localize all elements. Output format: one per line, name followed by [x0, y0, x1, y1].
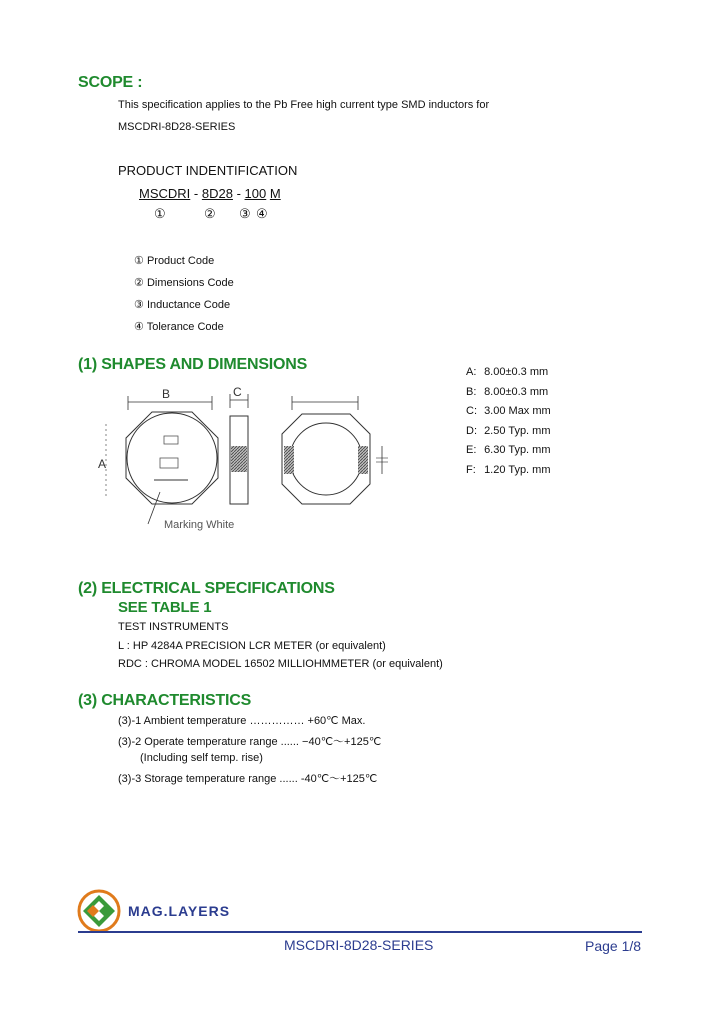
- instrument-value: HP 4284A PRECISION LCR METER (or equivalent): [132, 640, 386, 652]
- dim-c-label: C: [233, 385, 242, 399]
- marking-box-1: [164, 436, 178, 444]
- instrument-value: CHROMA MODEL 16502 MILLIOHMMETER (or equivalent): [151, 658, 443, 670]
- maglayers-logo-icon: [77, 889, 121, 933]
- legend-marker: ②: [134, 277, 144, 289]
- char-value: +60℃ Max.: [307, 715, 366, 727]
- marking-box-2: [160, 458, 178, 468]
- legend-item-3: [134, 298, 230, 311]
- dimension-row-b: [466, 386, 551, 406]
- dimension-row-f: [466, 464, 551, 484]
- instrument-rdc: [118, 658, 443, 670]
- dim-key: D:: [466, 424, 477, 437]
- char-value: −40℃～+125℃: [302, 736, 382, 748]
- footer-divider: [78, 931, 642, 933]
- part-number: [139, 186, 281, 201]
- dim-key: E:: [466, 444, 477, 456]
- legend-item-1: [134, 254, 214, 267]
- dim-key: A:: [466, 366, 477, 378]
- dim-key: B:: [466, 385, 477, 398]
- instrument-key: L :: [118, 640, 130, 652]
- dimension-row-d: [466, 425, 551, 445]
- char-item-2: [118, 733, 381, 749]
- legend-item-4: [134, 320, 224, 333]
- char-item-note: (Including self temp. rise): [140, 752, 263, 764]
- dim-value: 6.30 Typ. mm: [484, 444, 551, 456]
- part-dimension-code: 8D28: [201, 186, 233, 201]
- instruments-title: TEST INSTRUMENTS: [118, 621, 229, 633]
- brand-name: MAG.LAYERS: [128, 903, 231, 919]
- legend-marker: ①: [134, 255, 144, 267]
- dim-a-label: A: [98, 457, 107, 471]
- footer-series: MSCDRI-8D28-SERIES: [284, 937, 434, 953]
- instrument-key: RDC :: [118, 658, 148, 670]
- char-value: -40℃～+125℃: [300, 773, 378, 785]
- dim-b-label: B: [162, 387, 171, 401]
- dimensions-table: [466, 366, 551, 483]
- legend-marker: ④: [134, 321, 144, 333]
- marker-4: ④: [256, 206, 268, 221]
- shapes-heading: (1) SHAPES AND DIMENSIONS: [78, 356, 308, 373]
- dim-key: F:: [466, 463, 476, 476]
- legend-label: Dimensions Code: [146, 277, 234, 289]
- dim-value: 8.00±0.3 mm: [484, 366, 549, 378]
- marking-label: Marking White: [164, 519, 235, 531]
- dim-value: 1.20 Typ. mm: [484, 463, 551, 476]
- legend-label: Product Code: [146, 255, 215, 267]
- dim-value: 2.50 Typ. mm: [484, 424, 551, 437]
- part-product-code: MSCDRI: [139, 186, 191, 201]
- char-label: (3)-3 Storage temperature range ......: [118, 773, 298, 785]
- char-label: (3)-2 Operate temperature range ......: [118, 736, 299, 748]
- part-sep-2: -: [236, 186, 241, 201]
- characteristics-heading: (3) CHARACTERISTICS: [78, 692, 252, 709]
- bottom-terminal-right: [358, 446, 368, 474]
- char-label: (3)-1 Ambient temperature ……………: [118, 715, 305, 727]
- dimension-drawing: [90, 380, 390, 540]
- part-inductance-code: 100: [244, 186, 267, 201]
- legend-marker: ③: [134, 299, 144, 311]
- dim-value: 3.00 Max mm: [484, 405, 551, 417]
- dimension-row-c: [466, 405, 551, 425]
- scope-line-2: MSCDRI-8D28-SERIES: [118, 121, 236, 133]
- marker-1: ①: [154, 206, 166, 221]
- electrical-heading: (2) ELECTRICAL SPECIFICATIONS: [78, 580, 335, 597]
- dim-top-right-line: [292, 396, 358, 410]
- side-terminal: [231, 446, 247, 472]
- marker-2: ②: [204, 206, 216, 221]
- instrument-l: [118, 640, 386, 652]
- bottom-terminal-left: [284, 446, 294, 474]
- dim-key: C:: [466, 405, 477, 417]
- dimension-row-e: [466, 444, 551, 464]
- char-item-3: [118, 770, 377, 786]
- dimension-row-a: [466, 366, 551, 386]
- inductor-bottom-view: [282, 414, 370, 504]
- part-tolerance-code: M: [269, 186, 281, 201]
- scope-heading: SCOPE :: [78, 74, 143, 91]
- legend-label: Tolerance Code: [146, 321, 224, 333]
- legend-label: Inductance Code: [146, 299, 231, 311]
- part-sep-1: -: [193, 186, 199, 201]
- footer-page: Page 1/8: [585, 938, 642, 954]
- marker-3: ③: [239, 206, 251, 221]
- char-item-1: [118, 714, 365, 727]
- legend-item-2: [134, 276, 234, 289]
- electrical-subheading: SEE TABLE 1: [118, 599, 212, 616]
- dim-value: 8.00±0.3 mm: [484, 385, 549, 398]
- scope-line-1: This specification applies to the Pb Free high current type SMD inductors for: [118, 99, 490, 111]
- product-id-heading: PRODUCT INDENTIFICATION: [118, 163, 298, 178]
